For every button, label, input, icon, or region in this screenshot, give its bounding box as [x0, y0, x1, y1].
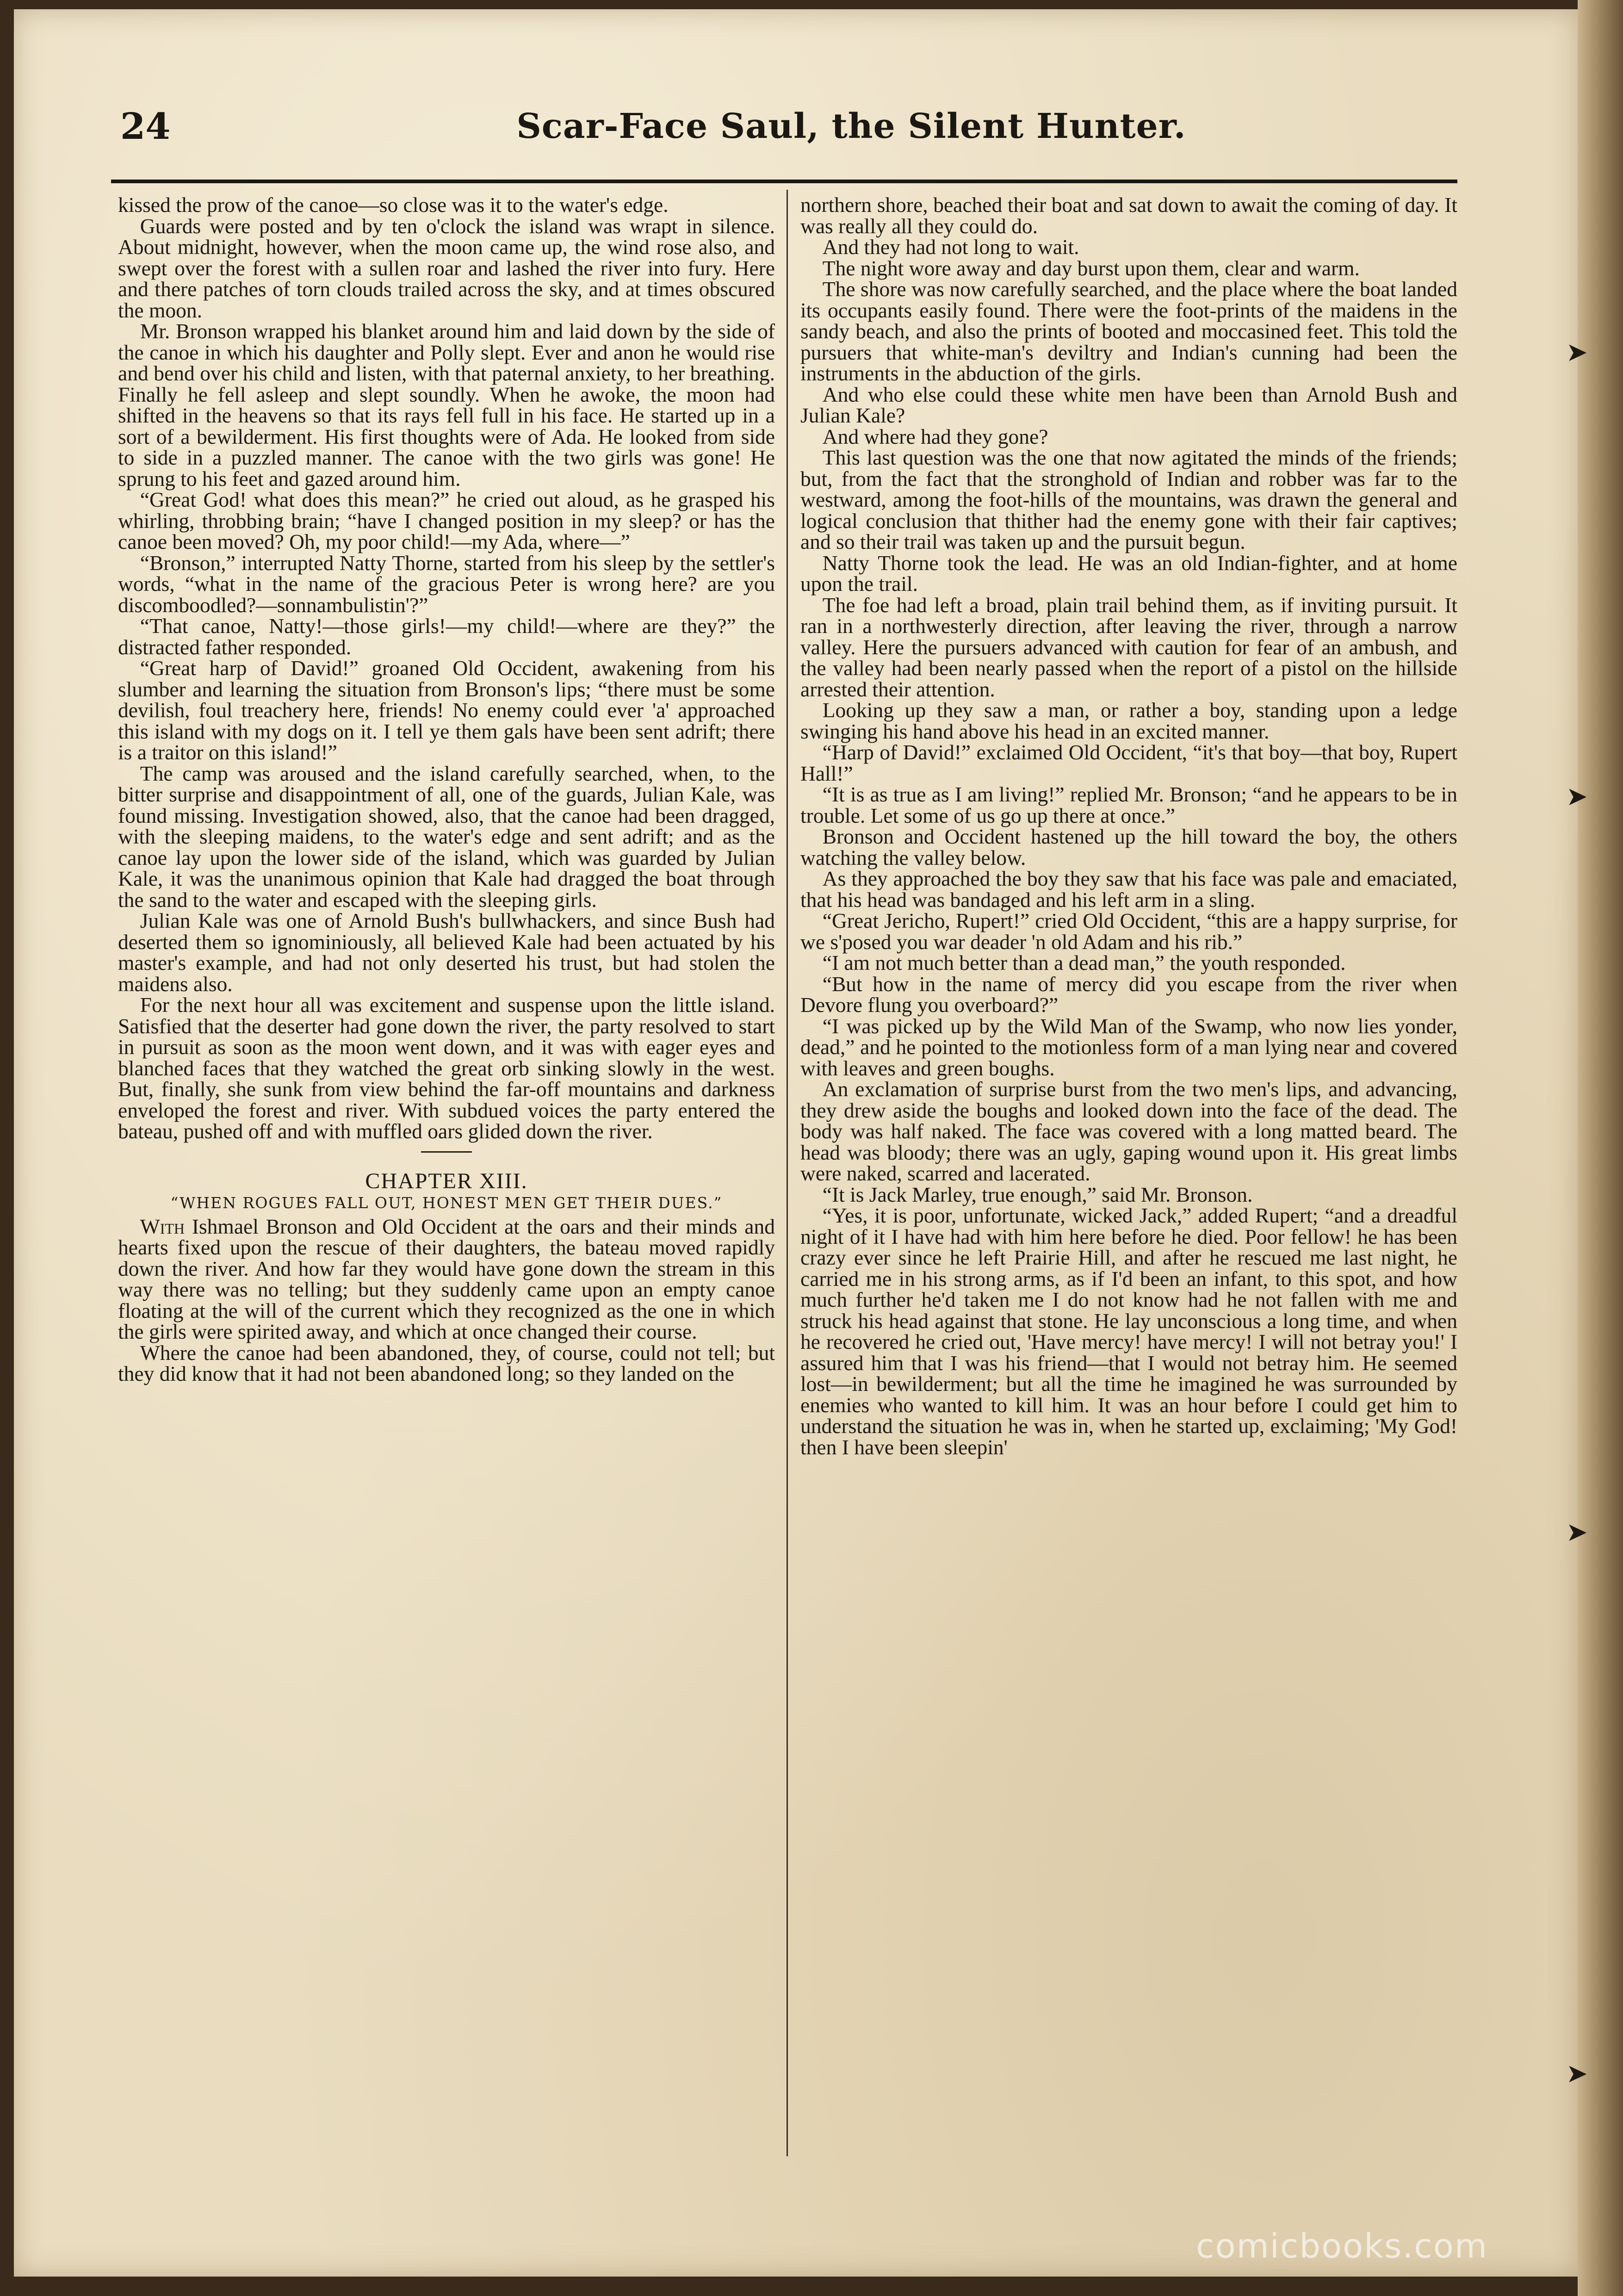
paragraph: kissed the prow of the canoe—so close was it to the water's edge.: [118, 193, 669, 217]
paragraph: “Harp of David!” exclaimed Old Occident, “it's that boy—that boy, Rupert Hall!”: [800, 740, 1457, 785]
paragraph: And they had not long to wait.: [822, 235, 1079, 259]
paragraph: northern shore, beached their boat and sat down to await the coming of day. It was really all they could do.: [800, 193, 1457, 238]
staple-icon: ➤: [1566, 337, 1588, 367]
header-rule: [111, 180, 1457, 183]
paragraph: “It is Jack Marley, true enough,” said Mr. Bronson.: [822, 1182, 1253, 1206]
paragraph: The foe had left a broad, plain trail behind them, as if inviting pursuit. It ran in a northwesterly direction, after leaving the river, through a narrow valley. Here the pursuers advanced with caution for fear of an ambush, and the valley had been nearly passed when the report of a pistol on the hillside arrested their attention.: [800, 593, 1457, 701]
chapter-subtitle: “WHEN ROGUES FALL OUT, HONEST MEN GET THEIR DUES.”: [170, 1193, 723, 1212]
paragraph-text: Ishmael Bronson and Old Occident at the oars and their minds and hearts fixed upon the rescue of their daughters, the bateau moved rapidly down the river. And how far they would have gone down the stream in this way there was no telling; but they suddenly came upon an empty canoe floating at the will of the current which they recognized as the one in which the girls were spirited away, and which at once changed their course.: [118, 1214, 775, 1343]
paragraph: “Great God! what does this mean?” he cried out aloud, as he grasped his whirling, throbbing brain; “have I changed position in my sleep? or has the canoe been moved? Oh, my poor child!—my Ada, where—”: [118, 488, 775, 553]
staple-icon: ➤: [1566, 1517, 1588, 1547]
page-number: 24: [120, 105, 171, 148]
staple-icon: ➤: [1566, 782, 1588, 812]
watermark: comicbooks.com: [1196, 2227, 1488, 2265]
paragraph: This last question was the one that now agitated the minds of the friends; but, from the fact that the stronghold of Indian and robber was far to the westward, among the foot-hills of the mountains, was drawn the general and logical conclusion that thither had the enemy gone with their fair captives; and so their trail was taken up and the pursuit begun.: [800, 446, 1457, 553]
paragraph: Natty Thorne took the lead. He was an old Indian-fighter, and at home upon the trail.: [800, 551, 1457, 596]
paragraph: An exclamation of surprise burst from the two men's lips, and advancing, they drew aside the boughs and looked down into the face of the dead. The body was half naked. The face was covered with a long matted beard. The head was bloody; there was an ugly, gaping wound upon it. His great limbs were naked, scarred and lacerated.: [800, 1077, 1457, 1185]
paragraph: Julian Kale was one of Arnold Bush's bullwhackers, and since Bush had deserted them so ignominiously, all believed Kale had been actuated by his master's example, and had not only deserted his trust, but had stolen the maidens also.: [118, 909, 775, 996]
page-header: [106, 102, 1476, 157]
paragraph: Bronson and Occident hastened up the hill toward the boy, the others watching the valley below.: [800, 825, 1457, 869]
paragraph: “Yes, it is poor, unfortunate, wicked Jack,” added Rupert; “and a dreadful night of it I have had with him here before he died. Poor fellow! he has been crazy ever since he left Prairie Hill, and after he rescued me last night, he carried me in his strong arms, as if I'd been an infant, to this spot, and how much further he'd taken me I do not know had he not fallen with me and struck his head against that stone. He lay unconscious a long time, and when he recovered he cried out, 'Have mercy! have mercy! I will not betray you!' I assured him that I was his friend—that I would not betray him. He seemed lost—in bewilderment; but all the time he imagined he was surrounded by enemies who wanted to kill him. It was an hour before I could get him to understand the situation he was in, when he started up, exclaiming; 'My God! then I have been sleepin': [800, 1204, 1457, 1459]
paragraph: “It is as true as I am living!” replied Mr. Bronson; “and he appears to be in trouble. Let some of us go up there at once.”: [800, 782, 1457, 827]
column-divider: [787, 190, 788, 2156]
paragraph: Guards were posted and by ten o'clock the island was wrapt in silence. About midnight, however, when the moon came up, the wind rose also, and swept over the forest with a sullen roar and lashed the river into fury. Here and there patches of torn clouds trailed across the sky, and at times obscured the moon.: [118, 214, 775, 322]
paragraph: Where the canoe had been abandoned, they, of course, could not tell; but they did know that it had not been abandoned long; so they landed on the: [118, 1340, 775, 1385]
section-rule: [421, 1151, 472, 1153]
paragraph: As they approached the boy they saw that his face was pale and emaciated, that his head was bandaged and his left arm in a sling.: [800, 867, 1457, 912]
paragraph: Mr. Bronson wrapped his blanket around him and laid down by the side of the canoe in which his daughter and Polly slept. Ever and anon he would rise and bend over his child and listen, with that paternal anxiety, to her breathing. Finally he fell asleep and slept soundly. When he awoke, the moon had shifted in the heavens so that its rays fell full in his face. He started up in a sort of a bewilderment. His first thoughts were of Ada. He looked from side to side in a puzzled manner. The canoe with the two girls was gone! He sprung to his feet and gazed around him.: [118, 319, 775, 490]
paragraph: The shore was now carefully searched, and the place where the boat landed its occupants easily found. There were the foot-prints of the maidens in the sandy beach, and also the prints of booted and moccasined feet. This told the pursuers that white-man's deviltry and Indian's cunning had been the instruments in the abduction of the girls.: [800, 277, 1457, 385]
paragraph: For the next hour all was excitement and suspense upon the little island. Satisfied that the deserter had gone down the river, the party resolved to start in pursuit as soon as the moon went down, and it was with eager eyes and blanched faces that they watched the great orb sinking slowly in the west. But, finally, she sunk from view behind the far-off mountains and darkness enveloped the forest and river. With subdued voices the party entered the bateau, pushed off and with muffled oars glided down the river.: [118, 993, 775, 1143]
paragraph: “But how in the name of mercy did you escape from the river when Devore flung you overboard?”: [800, 972, 1457, 1017]
left-column: [118, 194, 775, 1384]
chapter-first-word: With: [140, 1214, 185, 1238]
paragraph: “Great Jericho, Rupert!” cried Old Occident, “this are a happy surprise, for we s'posed you war deader 'n old Adam and his rib.”: [800, 909, 1457, 954]
paragraph: “Bronson,” interrupted Natty Thorne, started from his sleep by the settler's words, “what in the name of the gracious Peter is wrong here? are you discomboodled?—sonnambulistin'?”: [118, 551, 775, 617]
chapter-title: CHAPTER XIII.: [365, 1168, 528, 1193]
chapter-opening-paragraph: [118, 1216, 775, 1342]
paragraph: Looking up they saw a man, or rather a boy, standing upon a ledge swinging his hand above his head in an excited manner.: [800, 698, 1457, 743]
paragraph: “That canoe, Natty!—those girls!—my child!—where are they?” the distracted father responded.: [118, 614, 775, 659]
paragraph: “I was picked up by the Wild Man of the Swamp, who now lies yonder, dead,” and he pointed to the motionless form of a man lying near and covered with leaves and green boughs.: [800, 1014, 1457, 1080]
running-title: Scar-Face Saul, the Silent Hunter.: [516, 106, 1186, 146]
right-column: [800, 194, 1457, 1458]
paragraph: And where had they gone?: [822, 424, 1048, 448]
paragraph: “I am not much better than a dead man,” the youth responded.: [822, 951, 1346, 974]
paragraph: The camp was aroused and the island carefully searched, when, to the bitter surprise and disappointment of all, one of the guards, Julian Kale, was found missing. Investigation showed, also, that the canoe had been dragged, with the sleeping maidens, to the water's edge and sent adrift; and as the canoe lay upon the lower side of the island, which was guarded by Julian Kale, it was the unanimous opinion that Kale had dragged the boat through the sand to the water and escaped with the sleeping girls.: [118, 761, 775, 912]
paragraph: “Great harp of David!” groaned Old Occident, awakening from his slumber and learning the situation from Bronson's lips; “there must be some devilish, foul treachery here, friends! No enemy could ever 'a' approached this island with my dogs on it. I tell ye them gals have been sent adrift; there is a traitor on this island!”: [118, 656, 775, 764]
staple-icon: ➤: [1566, 2059, 1588, 2089]
paragraph: The night wore away and day burst upon them, clear and warm.: [822, 256, 1360, 280]
paragraph: And who else could these white men have been than Arnold Bush and Julian Kale?: [800, 382, 1457, 427]
